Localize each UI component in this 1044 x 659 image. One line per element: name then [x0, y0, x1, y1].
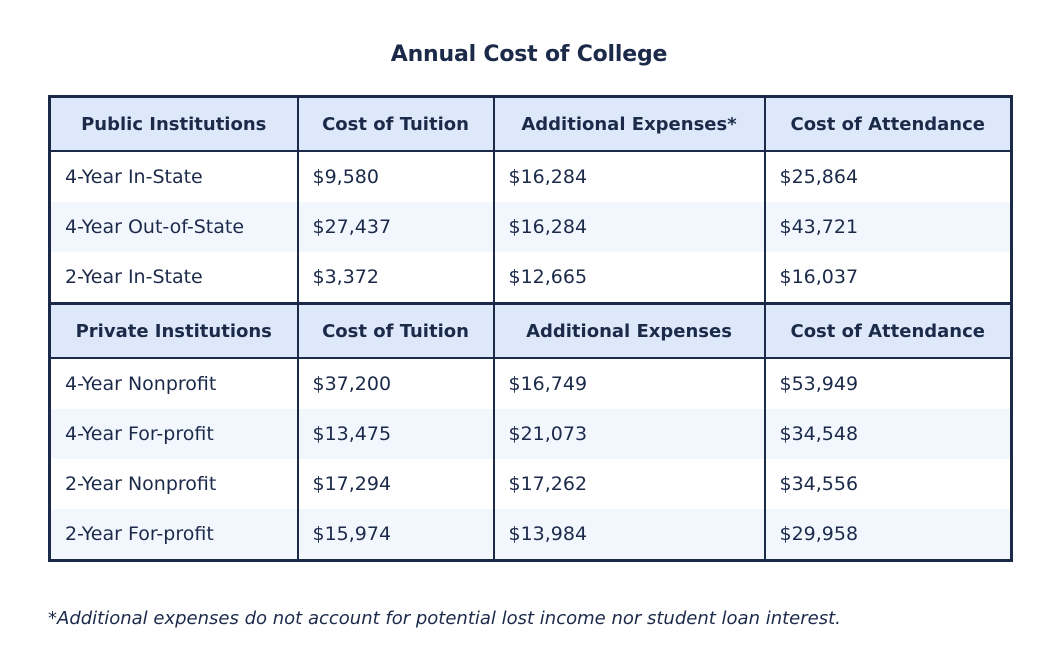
table-row [50, 358, 1012, 409]
column-header-additional-expenses: Additional Expenses* [494, 97, 765, 152]
tuition-cell: $9,580 [298, 151, 494, 202]
page-title: Annual Cost of College [390, 42, 668, 67]
row-label: 4-Year For-profit [50, 409, 298, 459]
column-header-attendance: Cost of Attendance [765, 97, 1012, 152]
tuition-cell: $3,372 [298, 252, 494, 304]
additional-expenses-cell: $12,665 [494, 252, 765, 304]
column-header-tuition: Cost of Tuition [298, 304, 494, 359]
additional-expenses-cell: $21,073 [494, 409, 765, 459]
row-label: 4-Year In-State [50, 151, 298, 202]
private-header-row [50, 304, 1012, 359]
table-row [50, 202, 1012, 252]
additional-expenses-cell: $17,262 [494, 459, 765, 509]
additional-expenses-cell: $16,284 [494, 151, 765, 202]
attendance-cell: $25,864 [765, 151, 1012, 202]
attendance-cell: $34,556 [765, 459, 1012, 509]
tuition-cell: $13,475 [298, 409, 494, 459]
column-header-tuition: Cost of Tuition [298, 97, 494, 152]
column-header-institution: Private Institutions [50, 304, 298, 359]
table-row [50, 151, 1012, 202]
footnote: *Additional expenses do not account for potential lost income nor student loan interest. [48, 608, 841, 629]
column-header-additional-expenses: Additional Expenses [494, 304, 765, 359]
attendance-cell: $43,721 [765, 202, 1012, 252]
table-row [50, 509, 1012, 561]
additional-expenses-cell: $16,284 [494, 202, 765, 252]
tuition-cell: $17,294 [298, 459, 494, 509]
attendance-cell: $29,958 [765, 509, 1012, 561]
column-header-institution: Public Institutions [50, 97, 298, 152]
table-row [50, 409, 1012, 459]
tuition-cell: $15,974 [298, 509, 494, 561]
additional-expenses-cell: $13,984 [494, 509, 765, 561]
table-row [50, 252, 1012, 304]
tuition-cell: $37,200 [298, 358, 494, 409]
attendance-cell: $34,548 [765, 409, 1012, 459]
column-header-attendance: Cost of Attendance [765, 304, 1012, 359]
row-label: 2-Year For-profit [50, 509, 298, 561]
cost-table [48, 95, 1013, 562]
row-label: 2-Year Nonprofit [50, 459, 298, 509]
additional-expenses-cell: $16,749 [494, 358, 765, 409]
table-row [50, 459, 1012, 509]
row-label: 4-Year Out-of-State [50, 202, 298, 252]
tuition-cell: $27,437 [298, 202, 494, 252]
row-label: 4-Year Nonprofit [50, 358, 298, 409]
row-label: 2-Year In-State [50, 252, 298, 304]
public-header-row [50, 97, 1012, 152]
attendance-cell: $53,949 [765, 358, 1012, 409]
attendance-cell: $16,037 [765, 252, 1012, 304]
